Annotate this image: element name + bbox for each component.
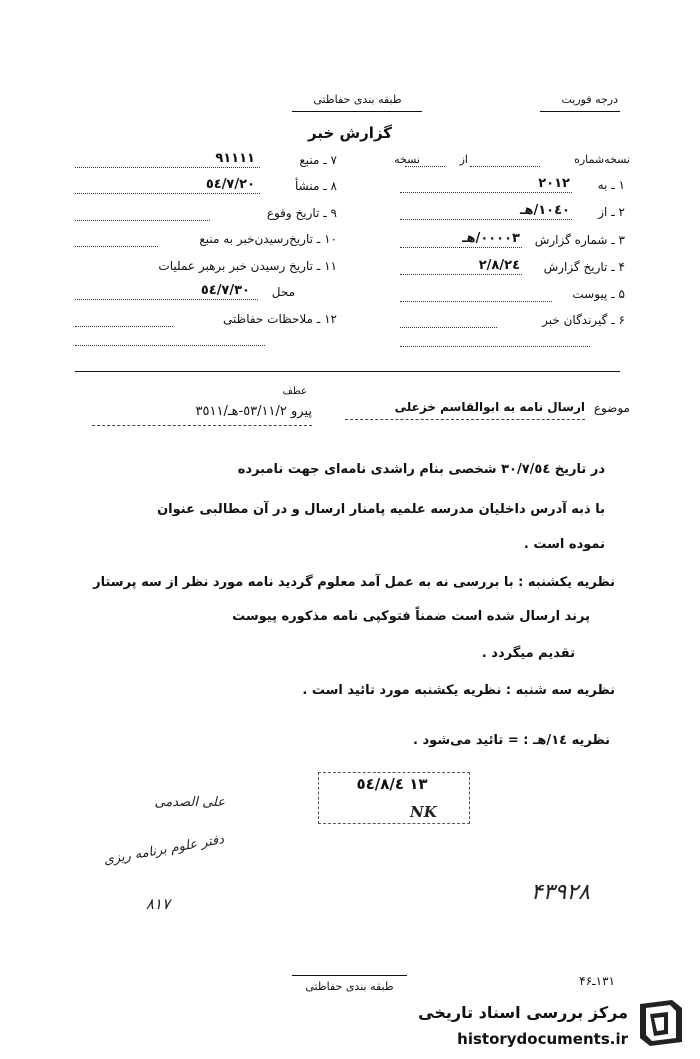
field-1-dots bbox=[400, 192, 572, 193]
place-value: ٥٤/۷/۳۰ bbox=[200, 283, 250, 298]
reference-underline bbox=[92, 425, 312, 426]
field-3-dots bbox=[400, 247, 522, 248]
field-3-label: ۳ ـ شماره گزارش bbox=[534, 233, 625, 247]
field-12-dots bbox=[75, 326, 173, 327]
signature-2: دفتر علوم برنامه ریزی bbox=[102, 832, 226, 869]
body-line: با ذبه آدرس داخلیان مدرسه علمیه پامنار ارسال و در آن مطالبی عنوان bbox=[157, 502, 605, 517]
field-9-label: ۹ ـ تاریخ وقوع bbox=[266, 206, 337, 220]
field-4-label: ۴ ـ تاریخ گزارش bbox=[543, 260, 625, 274]
field-4-value: ۲/۸/۲٤ bbox=[478, 258, 520, 273]
archive-name: مرکز بررسی اسناد تاریخی bbox=[418, 1003, 628, 1022]
footer-rule bbox=[292, 975, 407, 976]
field-2-label: ۲ ـ از bbox=[598, 205, 625, 219]
field-8-label: ۸ ـ منشأ bbox=[294, 179, 337, 193]
field-6-dots bbox=[400, 327, 497, 328]
body-line: نموده است . bbox=[523, 537, 605, 552]
field-5-label: ۵ ـ پیوست bbox=[572, 287, 625, 301]
report-title: گزارش خبر bbox=[307, 124, 393, 142]
handwritten-number: ۴۳۹۲۸ bbox=[530, 880, 590, 905]
priority-rule bbox=[540, 111, 620, 112]
body-line: نظریه ۱٤/هـ : = تائید می‌شود . bbox=[413, 733, 610, 748]
stamp-date: ٥٤/٨/٤ ۱۳ bbox=[356, 775, 428, 793]
field-10-dots bbox=[75, 246, 158, 247]
field-12-label: ۱۲ ـ ملاحظات حفاظتی bbox=[223, 312, 337, 326]
section-divider bbox=[75, 371, 620, 372]
field-10-label: ۱۰ ـ تاریخ‌رسیدن‌خبر به منبع bbox=[199, 232, 337, 246]
archive-url: historydocuments.ir bbox=[457, 1030, 628, 1048]
page-code: ۱۳۱ـ۴۶ bbox=[579, 974, 615, 988]
copy-from-label: از bbox=[459, 153, 468, 166]
reference-value: پیرو ٥٣/١١/٢-هـ/٣٥١١ bbox=[195, 404, 312, 419]
field-7-dots bbox=[75, 167, 260, 168]
copy-number-dots bbox=[470, 166, 540, 167]
field-3-value: ۰۰۰۰۳/هـ bbox=[462, 231, 520, 246]
copy-from-dots bbox=[405, 166, 445, 167]
stamp-initials: NK bbox=[410, 803, 437, 821]
copy-word: نسخه bbox=[394, 153, 420, 166]
field-2-dots bbox=[400, 219, 572, 220]
body-line: تقدیم میگردد . bbox=[481, 646, 575, 661]
body-line: در تاریخ ۳۰/۷/٥٤ شخصی بنام راشدی نامه‌ای جهت نامبرده bbox=[237, 462, 605, 477]
field-4-dots bbox=[400, 274, 522, 275]
place-label: محل bbox=[271, 285, 295, 299]
classification-top: طبقه بندی حفاظتی bbox=[313, 93, 402, 106]
field-5-dots bbox=[400, 301, 552, 302]
body-line: نظریه یکشنبه : با بررسی نه به عمل آمد معلوم گردید نامه مورد نظر از سه پرستار bbox=[93, 575, 615, 590]
field-7-value: ۹۱۱۱۱ bbox=[215, 151, 255, 166]
field-1-value: ۲۰۱۲ bbox=[538, 176, 570, 191]
field-12-dots-2 bbox=[75, 345, 265, 346]
subject-underline bbox=[345, 419, 585, 420]
subject-text: ارسال نامه به ابوالقاسم خزعلی bbox=[394, 400, 585, 414]
field-6-dots-2 bbox=[400, 346, 590, 347]
field-9-dots bbox=[75, 220, 210, 221]
priority-label: درجه فوریت bbox=[561, 93, 618, 106]
archive-logo-icon bbox=[632, 998, 690, 1050]
field-8-value: ٥٤/۷/۲۰ bbox=[205, 177, 255, 192]
field-1-label: ۱ ـ به bbox=[597, 178, 625, 192]
field-7-label: ۷ ـ منبع bbox=[299, 153, 337, 167]
header-rule bbox=[292, 111, 422, 112]
body-line: پرند ارسال شده است ضمناً فتوکپی نامه مذکوره پیوست bbox=[232, 609, 590, 624]
field-6-label: ۶ ـ گیرندگان خبر bbox=[542, 313, 625, 327]
signature-1: علی الصدمی bbox=[154, 795, 225, 810]
classification-bottom: طبقه بندی حفاظتی bbox=[305, 980, 394, 993]
body-line: نظریه سه شنبه : نظریه یکشنبه مورد تائید است . bbox=[302, 683, 615, 698]
field-2-value: ۱۰٤۰/هـ bbox=[520, 203, 570, 218]
copy-number-label: نسخه‌شماره bbox=[574, 153, 630, 166]
place-dots bbox=[75, 299, 258, 300]
field-8-dots bbox=[75, 193, 260, 194]
field-11-label: ۱۱ ـ تاریخ رسیدن خبر برهبر عملیات bbox=[158, 259, 337, 273]
signature-3: ۸۱۷ bbox=[145, 895, 170, 913]
reference-label: عطف bbox=[282, 386, 307, 397]
subject-label: موضوع bbox=[593, 401, 630, 415]
